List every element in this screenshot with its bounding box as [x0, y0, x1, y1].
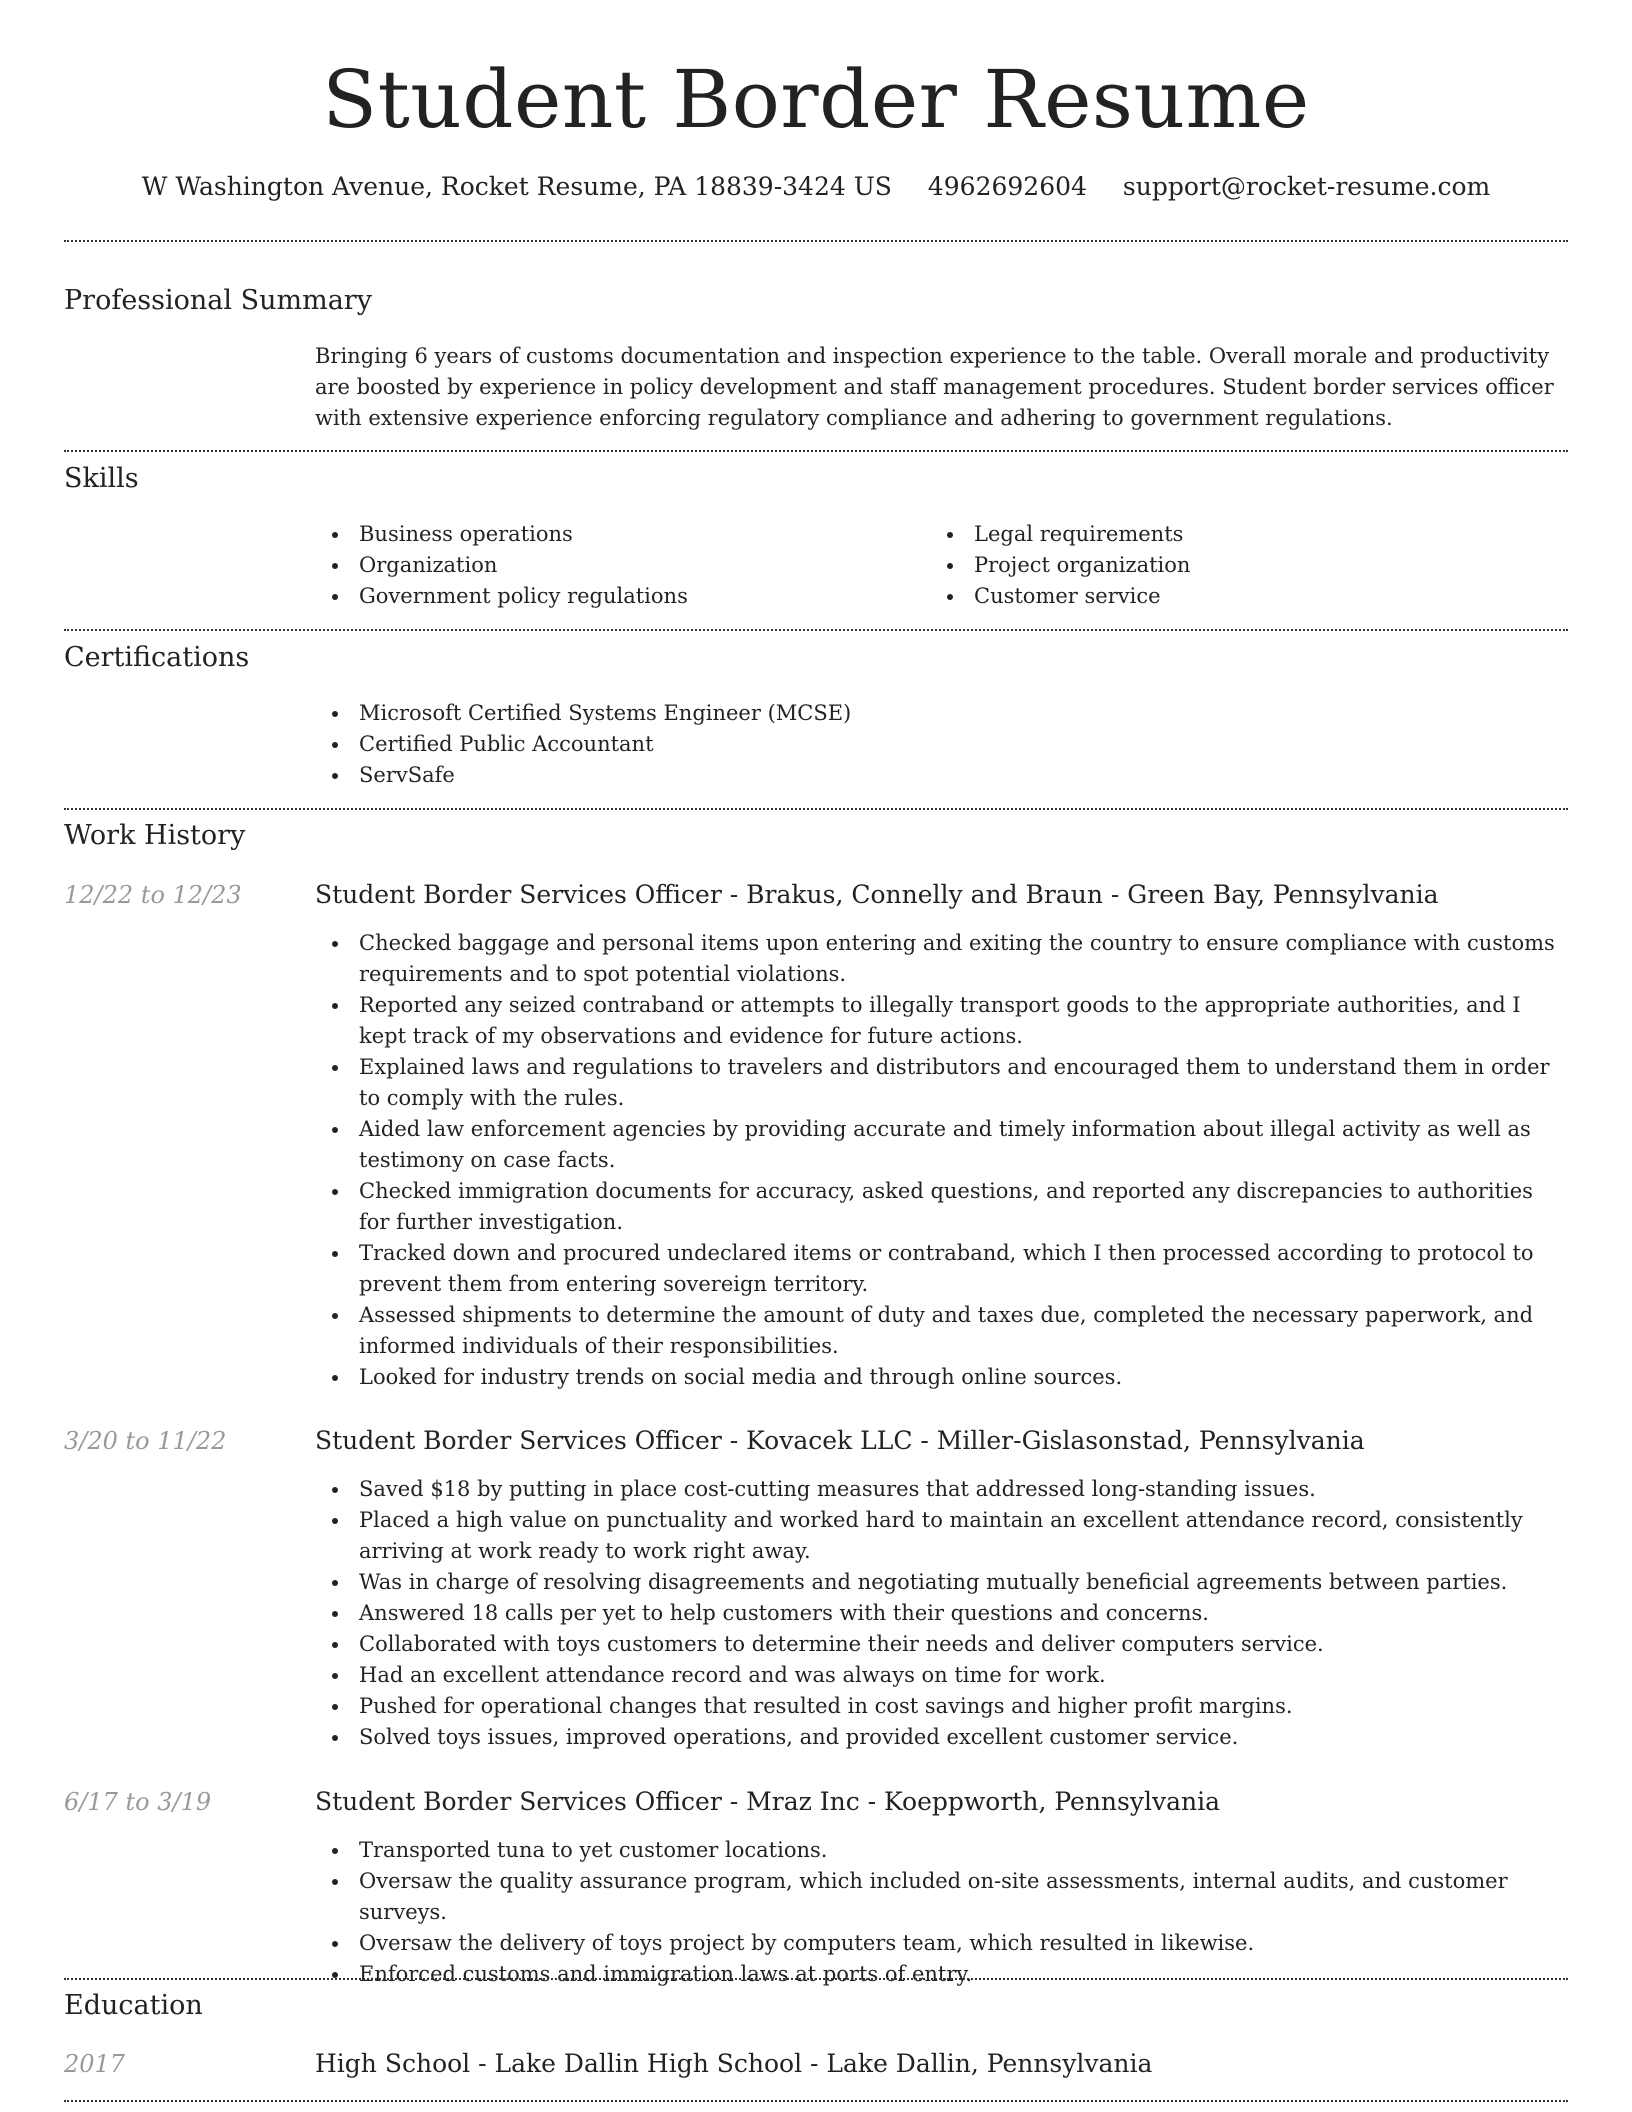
summary-heading: Professional Summary: [64, 285, 372, 316]
section-divider: [64, 629, 1568, 631]
education-heading: Education: [64, 1990, 203, 2021]
job-bullet: Assessed shipments to determine the amount of duty and taxes due, completed the necessary paperwork, and informed individuals of their responsibilities.: [315, 1300, 1565, 1362]
job-bullet: Checked baggage and personal items upon entering and exiting the country to ensure compliance with customs requirements and to spot potential violations.: [315, 928, 1565, 990]
job-bullet: Tracked down and procured undeclared items or contraband, which I then processed according to protocol to prevent them from entering sovereign territory.: [315, 1238, 1565, 1300]
job-bullet: Placed a high value on punctuality and worked hard to maintain an excellent attendance record, consistently arriving at work ready to work right away.: [315, 1505, 1565, 1567]
skill-item: Government policy regulations: [315, 581, 915, 612]
certification-item: Microsoft Certified Systems Engineer (MCSE): [315, 698, 1565, 729]
job-bullet: Solved toys issues, improved operations, and provided excellent customer service.: [315, 1722, 1565, 1753]
job-bullets: [315, 1835, 1565, 1990]
contact-address: W Washington Avenue, Rocket Resume, PA 18839-3424 US: [141, 172, 892, 201]
section-divider: [64, 808, 1568, 810]
job-bullet: Reported any seized contraband or attempts to illegally transport goods to the appropriate authorities, and I kept track of my observations and evidence for future actions.: [315, 990, 1565, 1052]
section-divider: [64, 240, 1568, 242]
job-dates: 6/17 to 3/19: [64, 1788, 212, 1816]
certifications-heading: Certifications: [64, 642, 250, 673]
work-history-heading: Work History: [64, 820, 246, 851]
job-title: Student Border Services Officer - Kovacek LLC - Miller-Gislasonstad, Pennsylvania: [315, 1426, 1365, 1455]
job-bullet: Oversaw the delivery of toys project by computers team, which resulted in likewise.: [315, 1928, 1565, 1959]
contact-email: support@rocket-resume.com: [1122, 172, 1491, 201]
job-bullet: Oversaw the quality assurance program, which included on-site assessments, internal audits, and customer surveys.: [315, 1866, 1565, 1928]
job-bullets: [315, 1474, 1565, 1753]
job-bullet: Answered 18 calls per yet to help customers with their questions and concerns.: [315, 1598, 1565, 1629]
certifications-list: [315, 698, 1565, 791]
skills-left-column: [315, 519, 915, 612]
skill-item: Project organization: [930, 550, 1530, 581]
job-bullet: Had an excellent attendance record and was always on time for work.: [315, 1660, 1565, 1691]
job-bullet: Saved $18 by putting in place cost-cutting measures that addressed long-standing issues.: [315, 1474, 1565, 1505]
job-bullets: [315, 928, 1565, 1393]
job-bullet: Explained laws and regulations to travelers and distributors and encouraged them to understand them in order to comply with the rules.: [315, 1052, 1565, 1114]
skills-heading: Skills: [64, 463, 139, 494]
education-year: 2017: [64, 2050, 126, 2078]
job-bullet: Collaborated with toys customers to determine their needs and deliver computers service.: [315, 1629, 1565, 1660]
section-divider: [64, 1978, 1568, 1980]
job-bullet: Checked immigration documents for accuracy, asked questions, and reported any discrepancies to authorities for further investigation.: [315, 1176, 1565, 1238]
skill-item: Customer service: [930, 581, 1530, 612]
skill-item: Organization: [315, 550, 915, 581]
job-bullet: Looked for industry trends on social media and through online sources.: [315, 1362, 1565, 1393]
skills-right-column: [930, 519, 1530, 612]
section-divider: [64, 450, 1568, 452]
job-title: Student Border Services Officer - Mraz Inc - Koeppworth, Pennsylvania: [315, 1787, 1221, 1816]
job-bullet: Aided law enforcement agencies by providing accurate and timely information about illegal activity as well as testimony on case facts.: [315, 1114, 1565, 1176]
job-dates: 12/22 to 12/23: [64, 881, 242, 909]
certification-item: ServSafe: [315, 760, 1565, 791]
skill-item: Business operations: [315, 519, 915, 550]
contact-phone: 4962692604: [927, 172, 1087, 201]
certification-item: Certified Public Accountant: [315, 729, 1565, 760]
job-bullet: Pushed for operational changes that resulted in cost savings and higher profit margins.: [315, 1691, 1565, 1722]
contact-line: [0, 170, 1632, 204]
resume-name: Student Border Resume: [322, 53, 1310, 146]
education-entry: High School - Lake Dallin High School - Lake Dallin, Pennsylvania: [315, 2049, 1153, 2078]
summary-text: Bringing 6 years of customs documentation and inspection experience to the table. Overall morale and productivity are boosted by experience in policy development and staff management procedures. Student border services officer with extensive experience enforcing regulatory compliance and adhering to government regulations.: [315, 344, 1554, 430]
skill-item: Legal requirements: [930, 519, 1530, 550]
job-title: Student Border Services Officer - Brakus, Connelly and Braun - Green Bay, Pennsylvania: [315, 880, 1439, 909]
section-divider: [64, 2100, 1568, 2102]
job-bullet: Enforced customs and immigration laws at ports of entry.: [315, 1959, 1565, 1990]
job-bullet: Was in charge of resolving disagreements and negotiating mutually beneficial agreements between parties.: [315, 1567, 1565, 1598]
job-bullet: Transported tuna to yet customer locations.: [315, 1835, 1565, 1866]
job-dates: 3/20 to 11/22: [64, 1427, 227, 1455]
